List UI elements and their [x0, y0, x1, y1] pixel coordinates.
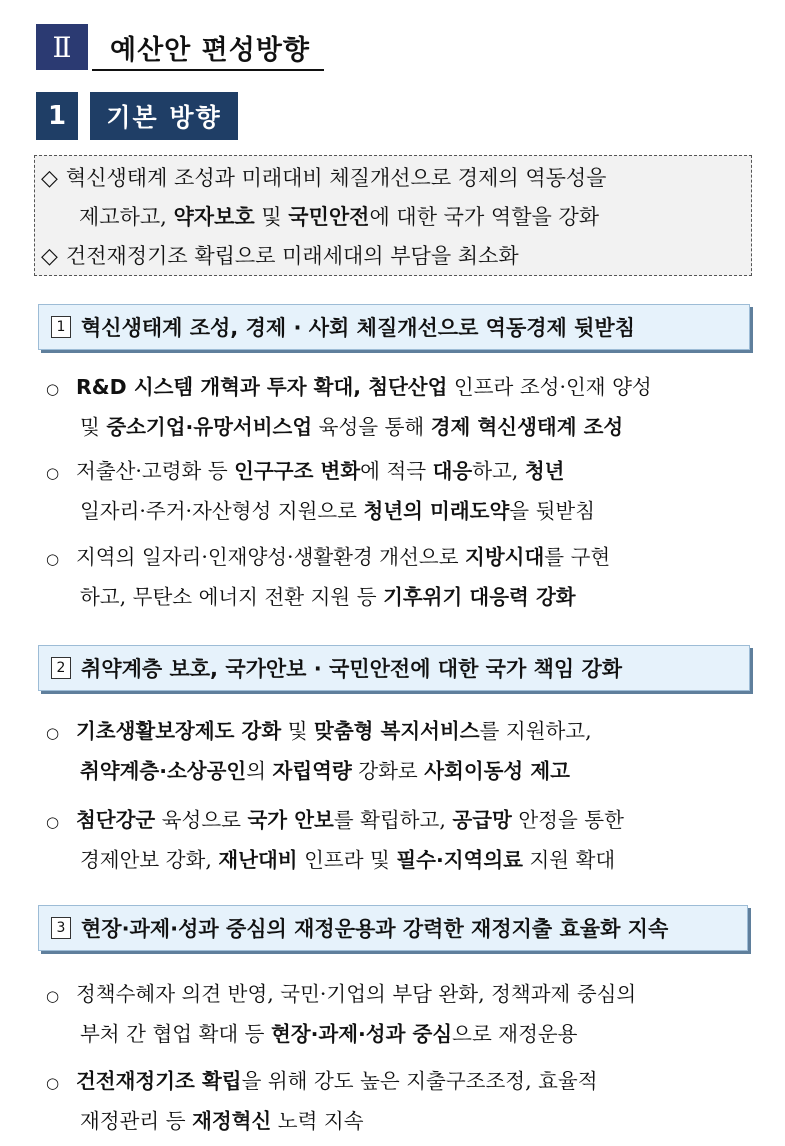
- bullet-emphasis: 건전재정기조 확립: [76, 1069, 242, 1093]
- bullet-emphasis: 자립역량: [272, 759, 352, 783]
- bullet-emphasis: 경제 혁신생태계 조성: [430, 415, 624, 439]
- header-number-box: 3: [51, 917, 71, 939]
- bullet-emphasis: 청년: [524, 459, 565, 483]
- bullet-text: 경제안보 강화,: [80, 848, 219, 872]
- summary-text: 으로 경제의 역동성을: [410, 166, 607, 190]
- bullet-text: 지원 확대: [522, 848, 616, 872]
- summary-text: 제고하고,: [79, 205, 174, 229]
- subsection-number: 1: [36, 92, 78, 140]
- summary-text: 으로 미래세대의 부담을 최소화: [234, 244, 519, 268]
- bullet-emphasis: 첨단강군: [76, 808, 156, 832]
- bullet-text: 부처 간 협업 확대 등: [80, 1022, 272, 1046]
- summary-line-2: [79, 201, 599, 231]
- summary-text: 혁신생태계 조성: [65, 166, 215, 190]
- bullet-emphasis: 재난대비: [218, 848, 298, 872]
- bullet-text: 를 지원하고,: [479, 719, 592, 743]
- header-title: 현장·과제·성과 중심의 재정운용과 강력한 재정지출 효율화 지속: [81, 917, 669, 941]
- list-item: [46, 712, 592, 790]
- summary-text: 및: [254, 205, 289, 229]
- header-title: 혁신생태계 조성, 경제 · 사회 체질개선으로 역동경제 뒷받침: [81, 316, 635, 340]
- bullet-icon: ○: [46, 987, 60, 1005]
- bullet-text: 저출산·고령화 등: [76, 459, 235, 483]
- bullet-text: 를 확립하고,: [333, 808, 453, 832]
- bullet-emphasis: 청년의 미래도약: [363, 499, 510, 523]
- list-item: [46, 538, 610, 616]
- summary-text: 건전재정기조 확립: [65, 244, 235, 268]
- bullet-text: 를 구현: [544, 545, 611, 569]
- bullet-text: 재정관리 등: [80, 1109, 193, 1133]
- bullet-text: 인프라 및: [297, 848, 397, 872]
- bullet-emphasis: 맞춤형 복지서비스: [314, 719, 480, 743]
- bullet-icon: ○: [46, 464, 60, 482]
- bullet-text: 인프라 조성·인재 양성: [447, 375, 652, 399]
- bullet-emphasis: 필수·지역의료: [396, 848, 523, 872]
- bullet-text: 육성을 통해: [312, 415, 431, 439]
- bullet-emphasis: 사회이동성 제고: [424, 759, 570, 783]
- bullet-emphasis: 기후위기 대응력 강화: [383, 585, 576, 609]
- bullet-text: 에 적극: [360, 459, 433, 483]
- bullet-text: 을 뒷받침: [509, 499, 596, 523]
- list-item: [46, 368, 652, 446]
- summary-emphasis: 국민안전: [288, 205, 370, 229]
- bullet-emphasis: 지방시대: [465, 545, 545, 569]
- header-number-box: 1: [51, 316, 71, 338]
- bullet-text: 하고, 무탄소 에너지 전환 지원 등: [80, 585, 384, 609]
- bullet-text: 정책수혜자 의견 반영, 국민·기업의 부담 완화, 정책과제 중심의: [76, 982, 637, 1006]
- bullet-icon: ○: [46, 724, 60, 742]
- bullet-emphasis: 공급망: [452, 808, 512, 832]
- bullet-text: 강화로: [351, 759, 425, 783]
- bullet-emphasis: 인구구조 변화: [234, 459, 361, 483]
- bullet-icon: ○: [46, 813, 60, 831]
- summary-text: 에 대한 국가 역할을 강화: [369, 205, 600, 229]
- bullet-text: 하고,: [472, 459, 525, 483]
- bullet-icon: ○: [46, 380, 60, 398]
- bullet-emphasis: 국가 안보: [247, 808, 334, 832]
- summary-line-3: [41, 240, 519, 270]
- section-number: Ⅱ: [36, 24, 88, 70]
- section-underline: [92, 69, 324, 71]
- summary-box: [34, 155, 752, 276]
- bullet-icon: ○: [46, 550, 60, 568]
- bullet-text: 노력 지속: [271, 1109, 364, 1133]
- bullet-text: 지역의 일자리·인재양성·생활환경 개선으로: [76, 545, 466, 569]
- bullet-emphasis: 중소기업·유망서비스업: [106, 415, 313, 439]
- list-item: [46, 801, 624, 879]
- diamond-icon: ◇: [41, 166, 58, 191]
- list-item: [46, 1062, 598, 1140]
- bullet-text: R&D 시스템 개혁과 투자 확대,: [76, 375, 369, 399]
- list-item: [46, 452, 595, 530]
- section-title: 예산안 편성방향: [110, 35, 310, 66]
- bullet-emphasis: 대응: [432, 459, 473, 483]
- subsection-title: 기본 방향: [90, 92, 238, 140]
- summary-emphasis: 약자보호: [173, 205, 255, 229]
- bullet-emphasis: 기초생활보장제도 강화: [76, 719, 282, 743]
- bullet-text: 및: [281, 719, 315, 743]
- list-item: [46, 975, 636, 1053]
- header-title: 취약계층 보호, 국가안보 · 국민안전에 대한 국가 책임 강화: [81, 657, 623, 681]
- bullet-text: 으로 재정운용: [452, 1022, 578, 1046]
- bullet-text: 을 위해 강도 높은 지출구조조정, 효율적: [241, 1069, 598, 1093]
- header-number-box: 2: [51, 657, 71, 679]
- summary-text: 미래대비 체질개선: [241, 166, 411, 190]
- bullet-text: 안정을 통한: [511, 808, 624, 832]
- section-header-2: [38, 645, 750, 691]
- bullet-emphasis: 취약계층·소상공인: [80, 759, 247, 783]
- bullet-icon: ○: [46, 1074, 60, 1092]
- summary-text: 과: [214, 166, 242, 190]
- diamond-icon: ◇: [41, 244, 58, 269]
- bullet-emphasis: 첨단산업: [368, 375, 448, 399]
- bullet-text: 육성으로: [155, 808, 248, 832]
- bullet-emphasis: 재정혁신: [192, 1109, 272, 1133]
- section-header-1: [38, 304, 750, 350]
- bullet-text: 및: [80, 415, 107, 439]
- bullet-text: 의: [246, 759, 273, 783]
- bullet-text: 일자리·주거·자산형성 지원으로: [80, 499, 364, 523]
- bullet-emphasis: 현장·과제·성과 중심: [271, 1022, 453, 1046]
- section-header-3: [38, 905, 748, 951]
- summary-line-1: [41, 162, 606, 192]
